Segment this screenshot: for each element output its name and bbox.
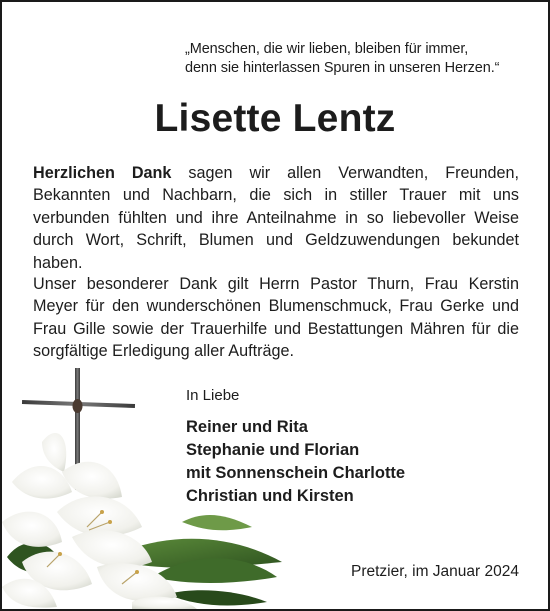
thanks-lead: Herzlichen Dank (33, 164, 172, 182)
quote-line-1: „Menschen, die wir lieben, bleiben für immer, (185, 41, 469, 57)
deceased-name: Lisette Lentz (154, 97, 396, 140)
signer-line: Christian und Kirsten (186, 487, 354, 505)
lily-blossom-icons (2, 433, 197, 609)
memorial-quote (185, 40, 530, 78)
signer-line: mit Sonnenschein Charlotte (186, 464, 406, 482)
special-thanks-paragraph: Unser besonderer Dank gilt Herrn Pastor Thurn, Frau Kerstin Meyer für den wunderschönen Blumenschmuck, Frau Gerke und Frau Gille sowie der Trauerhilfe und Bestattungen Mähren für die sorgfältige Erledigung aller Aufträge. (33, 275, 519, 361)
thanks-paragraph (33, 162, 519, 274)
signer-line: Reiner und Rita (186, 418, 308, 436)
signer-line: Stephanie und Florian (186, 441, 360, 459)
thanks-text: sagen wir allen Verwandten, Freunden, Bekannten und Nachbarn, die sich in stiller Trauer mit uns verbunden fühlten und ihre Anteilnahme in so liebevoller Weise durch Wort, Schrift, Blumen und Geldzuwendungen bekundet haben. (33, 164, 519, 272)
place-and-date: Pretzier, im Januar 2024 (350, 563, 519, 580)
signers-list (186, 416, 526, 508)
closing-block (186, 386, 526, 508)
quote-line-2: denn sie hinterlassen Spuren in unseren Herzen.“ (185, 60, 500, 76)
closing-greeting: In Liebe (186, 387, 240, 404)
